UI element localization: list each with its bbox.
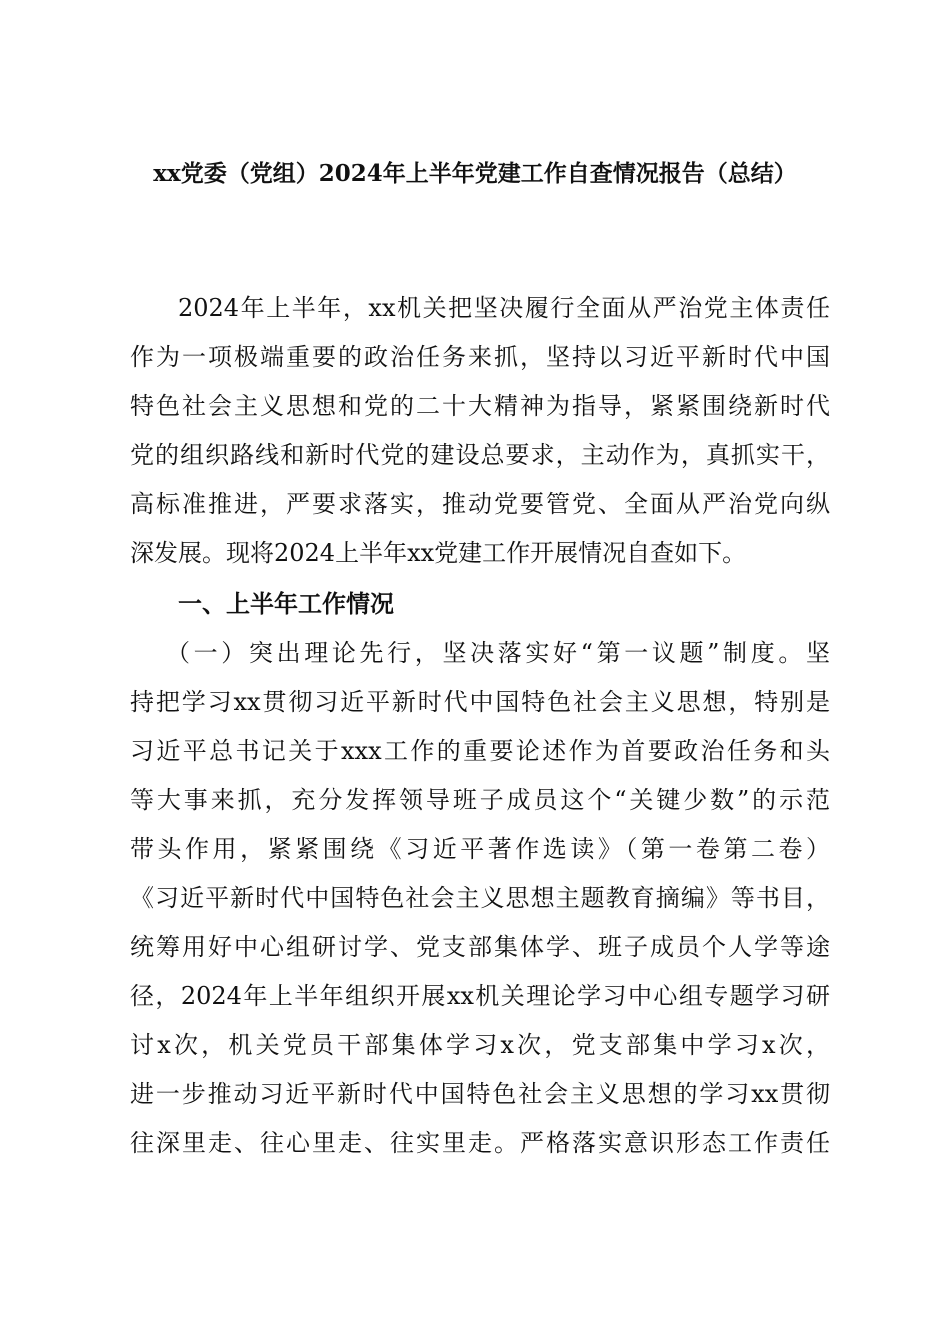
intro-line: 深发展。现将2024上半年xx党建工作开展情况自查如下。: [130, 539, 747, 567]
section-line: 往深里走、往心里走、往实里走。严格落实意识形态工作责任: [130, 1129, 830, 1157]
section-line: 径，2024年上半年组织开展xx机关理论学习中心组专题学习研: [130, 982, 830, 1010]
section-line: 等大事来抓，充分发挥领导班子成员这个“关键少数”的示范: [130, 786, 830, 814]
section-line: 持把学习xx贯彻习近平新时代中国特色社会主义思想，特别是: [130, 688, 830, 716]
intro-line: 作为一项极端重要的政治任务来抓，坚持以习近平新时代中国: [130, 343, 830, 371]
document-title: xx党委（党组）2024年上半年党建工作自查情况报告（总结）: [153, 160, 797, 187]
section-line: 带头作用，紧紧围绕《习近平著作选读》（第一卷第二卷）: [130, 835, 830, 863]
intro-line: 2024年上半年，xx机关把坚决履行全面从严治党主体责任: [178, 294, 830, 322]
intro-line: 特色社会主义思想和党的二十大精神为指导，紧紧围绕新时代: [130, 392, 830, 420]
intro-line: 高标准推进，严要求落实，推动党要管党、全面从严治党向纵: [130, 490, 830, 518]
section-line: （一）突出理论先行，坚决落实好“第一议题”制度。坚: [166, 639, 830, 667]
section-line: 讨x次，机关党员干部集体学习x次，党支部集中学习x次，: [130, 1031, 830, 1059]
section-line: 习近平总书记关于xxx工作的重要论述作为首要政治任务和头: [130, 737, 830, 765]
section-line: 《习近平新时代中国特色社会主义思想主题教育摘编》等书目，: [130, 884, 830, 912]
intro-line: 党的组织路线和新时代党的建设总要求，主动作为，真抓实干，: [130, 441, 830, 469]
section-heading: 一、上半年工作情况: [178, 589, 394, 618]
section-line: 统筹用好中心组研讨学、党支部集体学、班子成员个人学等途: [130, 933, 830, 961]
section-line: 进一步推动习近平新时代中国特色社会主义思想的学习xx贯彻: [130, 1080, 830, 1108]
